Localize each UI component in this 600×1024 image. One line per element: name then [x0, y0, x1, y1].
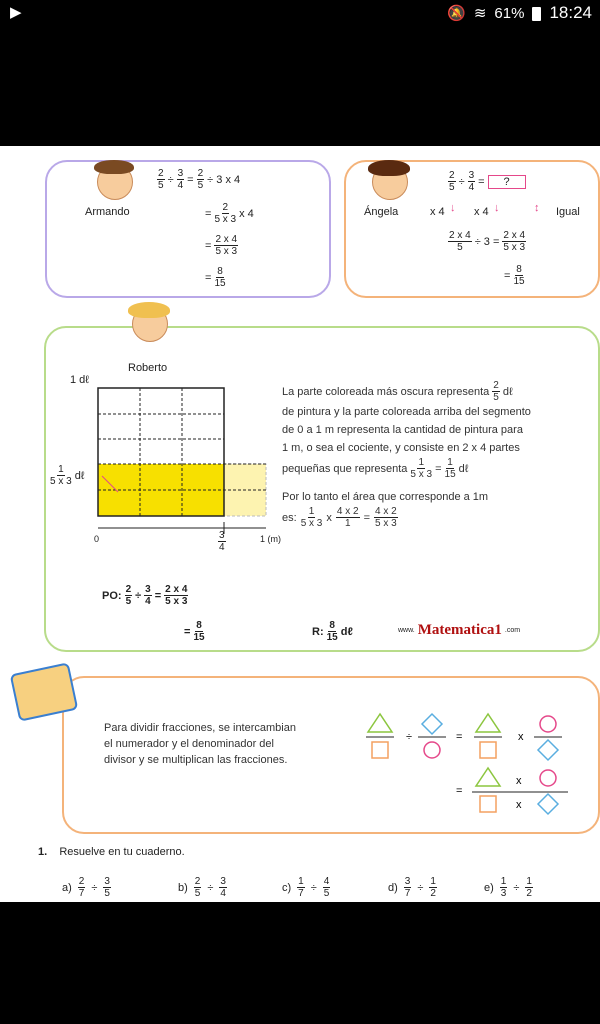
po-result: = $\frac{8}{15}$ [184, 620, 205, 643]
unknown-box: ? [488, 175, 526, 189]
battery-percent: 61% [494, 4, 525, 22]
roberto-hair-icon [128, 302, 170, 318]
math-page-image[interactable] [0, 146, 600, 902]
po-line: PO: $\frac{2}{5}$ ÷ $\frac{3}{4}$ = $\frac{2 x 4}{5 x 3}$ [102, 584, 188, 607]
exercise-item: d) $\frac{3}{7}$ ÷ $\frac{1}{2}$ [388, 876, 436, 899]
axis-three-quarters: $\frac{3}{4}$ [219, 530, 225, 553]
status-bar [0, 0, 600, 26]
clock: 18:24 [549, 3, 592, 22]
arrow-down-icon: ↓ [450, 202, 456, 214]
dl-label: 1 dℓ [70, 374, 89, 386]
angela-hair-icon [368, 160, 410, 176]
exercise-item: a) $\frac{2}{7}$ ÷ $\frac{3}{5}$ [62, 876, 110, 899]
roberto-name: Roberto [128, 362, 168, 374]
rule-panel [62, 676, 600, 834]
svg-text:÷: ÷ [406, 731, 413, 743]
rule-text: Para dividir fracciones, se intercambian el numerador y el denominador del divisor y se multiplican las fracciones. [104, 722, 296, 766]
svg-text:x: x [516, 775, 522, 787]
side-fraction: $\frac{1}{5 x 3}$ dℓ [50, 464, 85, 487]
notification-icon: ▶ [10, 4, 22, 21]
angela-line-3: = $\frac{8}{15}$ [504, 264, 525, 287]
brand-logo: www. Matematica1 .com [398, 622, 521, 638]
armando-hair-icon [94, 160, 134, 174]
svg-text:=: = [456, 731, 463, 743]
svg-text:x: x [516, 799, 522, 811]
svg-text:=: = [456, 785, 463, 797]
answer-line: R: $\frac{8}{15}$ dℓ [312, 620, 353, 643]
roberto-panel [44, 326, 600, 652]
axis-one: 1 (m) [260, 534, 281, 544]
armando-line-2: = $\frac{2}{5 x 3}$ x 4 [205, 202, 254, 225]
explanation-text: La parte coloreada más oscura representa $\frac{2}{5}$ dℓ de pintura y la parte coloreada arriba del segmento de 0 a 1 m representa la cantidad de pintura para 1 m, o sea el cociente, y consiste en 2 x 4 partes pequeñas que representa $\frac{1}{5 x 3}$ = $\frac{1}{15}$ dℓ Por lo tanto el área que corresponde a 1m es: $\frac{1}{5 x 3}$ x $\frac{4 x 2}{1}$ = $\frac{4 x 2}{5 x 3}$ [282, 380, 531, 529]
armando-panel [45, 160, 331, 298]
armando-line-1: $\frac{2}{5}$ ÷ $\frac{3}{4}$ = $\frac{2}{5}$ ÷ 3 x 4 [158, 168, 241, 191]
shape-rule-diagram [364, 712, 584, 822]
angela-line-2: $\frac{2 x 4}{5}$ ÷ 3 = $\frac{2 x 4}{5 x 3}$ [449, 230, 526, 253]
exercise-item: e) $\frac{1}{3}$ ÷ $\frac{1}{2}$ [484, 876, 532, 899]
svg-text:x: x [518, 731, 524, 743]
arrow-updown-icon: ↕ [534, 202, 540, 214]
angela-panel [344, 160, 600, 298]
wifi-icon: ≋ [473, 5, 487, 22]
angela-x4-right: x 4 [474, 206, 489, 218]
armando-name: Armando [85, 206, 130, 218]
angela-name: Ángela [364, 206, 399, 218]
exercise-item: c) $\frac{1}{7}$ ÷ $\frac{4}{5}$ [282, 876, 330, 899]
mute-icon: 🔕 [447, 5, 466, 22]
area-diagram [96, 386, 276, 536]
armando-line-3: = $\frac{2 x 4}{5 x 3}$ [205, 234, 238, 257]
angela-line-1: $\frac{2}{5}$ ÷ $\frac{3}{4}$ = ? [448, 170, 526, 193]
arrow-down-icon: ↓ [494, 202, 500, 214]
angela-igual: Igual [556, 206, 580, 218]
axis-zero: 0 [94, 534, 100, 544]
angela-x4-left: x 4 [430, 206, 445, 218]
exercise-title: 1. Resuelve en tu cuaderno. [38, 846, 185, 858]
battery-icon [532, 7, 541, 21]
armando-line-4: = $\frac{8}{15}$ [205, 266, 226, 289]
exercise-item: b) $\frac{2}{5}$ ÷ $\frac{3}{4}$ [178, 876, 226, 899]
